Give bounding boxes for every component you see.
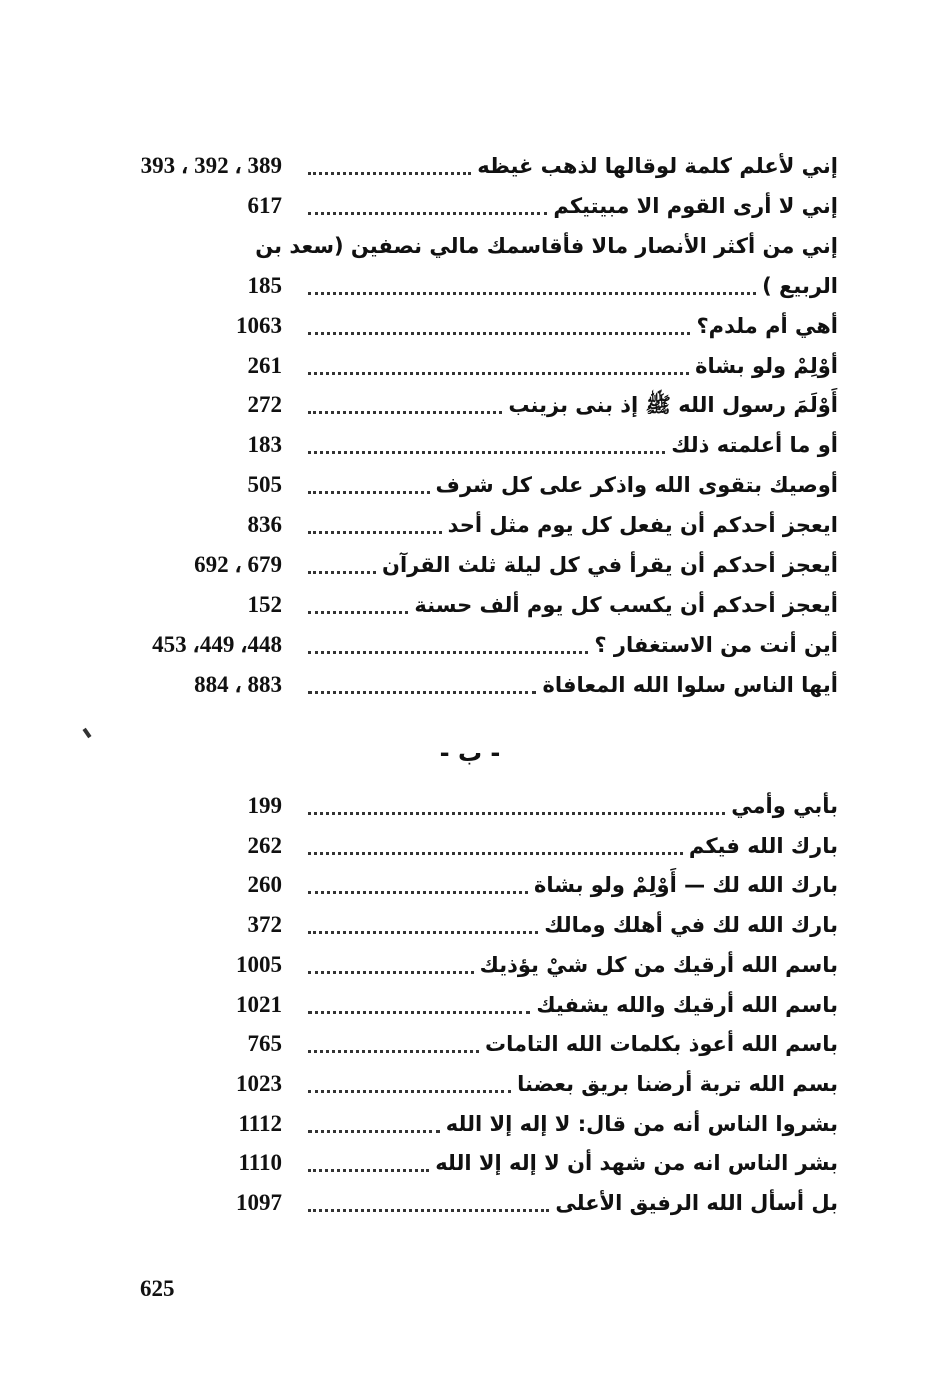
- index-entry: [0, 1143, 934, 1183]
- entry-text: إني لأعلم كلمة لوقالها لذهب غيظه: [477, 154, 838, 178]
- page-references: 448، 449، 453: [152, 631, 282, 657]
- dotted-leader: [308, 1050, 479, 1053]
- dotted-leader: [308, 651, 588, 654]
- page-references: 389 ، 392 ، 393: [140, 153, 282, 178]
- dotted-leader: [308, 212, 547, 215]
- entry-text: أيعجز أحدكم أن يكسب كل يوم ألف حسنة: [414, 592, 838, 617]
- entry-text: ايعجز أحدكم أن يفعل كل يوم مثل أحد: [447, 513, 838, 538]
- dotted-leader: [308, 1209, 549, 1212]
- entry-text: إني من أكثر الأنصار مالا فأقاسمك مالي نصفين (سعد بن: [255, 233, 838, 258]
- index-entry: [0, 905, 934, 945]
- page-number: 625: [140, 1276, 175, 1301]
- dotted-leader: [308, 531, 442, 534]
- index-entry: [0, 146, 934, 186]
- dotted-leader: [308, 1090, 511, 1093]
- entry-text: بل أسأل الله الرفيق الأعلى: [555, 1191, 838, 1215]
- index-entry: [0, 865, 934, 905]
- entry-text: أيها الناس سلوا الله المعافاة: [542, 672, 838, 697]
- page-references: 260: [247, 872, 282, 898]
- index-entry: [0, 306, 934, 346]
- page-references: 1005: [236, 951, 282, 977]
- index-entry: [0, 266, 934, 306]
- entry-text: أوْلِمْ ولو بشاة: [695, 353, 838, 378]
- dotted-leader: [308, 611, 408, 614]
- index-entry: [0, 425, 934, 465]
- index-entry: [0, 1064, 934, 1104]
- dotted-leader: [308, 172, 471, 175]
- dotted-leader: [308, 571, 376, 574]
- page-references: 372: [247, 912, 282, 938]
- page-references: 617: [247, 192, 282, 218]
- entry-text: بشروا الناس أنه من قال: لا إله إلا الله: [445, 1111, 838, 1136]
- dotted-leader: [308, 491, 430, 494]
- page-references: 262: [247, 832, 282, 858]
- page-references: 1097: [236, 1190, 282, 1215]
- scan-speck: [82, 728, 91, 738]
- page-references: 883 ، 884: [194, 671, 282, 697]
- dotted-leader: [308, 1169, 429, 1172]
- entry-text: إني لا أرى القوم الا مبيتيكم: [553, 193, 838, 218]
- page-references: 836: [247, 512, 282, 538]
- dotted-leader: [308, 451, 665, 454]
- page-references: 505: [247, 472, 282, 498]
- index-entry: [0, 186, 934, 226]
- page-references: 185: [247, 272, 282, 298]
- dotted-leader: [308, 1130, 440, 1133]
- entry-text: أوصيك بتقوى الله واذكر على كل شرف: [435, 473, 838, 498]
- index-entry: [0, 346, 934, 386]
- index-entry: [0, 226, 934, 266]
- index-entry: [0, 826, 934, 866]
- entry-text: أيعجز أحدكم أن يقرأ في كل ليلة ثلث القرآن: [382, 553, 838, 577]
- index-entry: [0, 786, 934, 826]
- dotted-leader: [308, 292, 756, 295]
- index-entry: [0, 465, 934, 505]
- page-references: 679 ، 692: [194, 552, 282, 577]
- entry-text: بأبي وأمي: [731, 794, 838, 818]
- dotted-leader: [308, 971, 474, 974]
- dotted-leader: [308, 691, 536, 694]
- entry-text: بسم الله تربة أرضنا بريق بعضنا: [517, 1071, 838, 1096]
- page-references: 765: [247, 1031, 282, 1057]
- dotted-leader: [308, 891, 528, 894]
- page-references: 152: [247, 591, 282, 617]
- dotted-leader: [308, 332, 690, 335]
- entry-text: أين أنت من الاستغفار ؟: [594, 632, 838, 657]
- index-entry: [0, 985, 934, 1025]
- entry-text: أهي أم ملدم؟: [696, 313, 838, 338]
- page-references: 1110: [238, 1150, 282, 1176]
- index-entry: [0, 1024, 934, 1064]
- entry-text: باسم الله أرقيك من كل شيْ يؤذيك: [479, 952, 838, 977]
- page-references: 183: [247, 432, 282, 458]
- index-entry: [0, 1183, 934, 1223]
- index-entry: [0, 385, 934, 425]
- page-references: 1023: [236, 1070, 282, 1096]
- entry-text: باسم الله أرقيك والله يشفيك: [536, 992, 838, 1017]
- entry-text: بشر الناس انه من شهد أن لا إله إلا الله: [435, 1151, 838, 1176]
- page-references: 1021: [236, 991, 282, 1017]
- entry-text: أو ما أعلمته ذلك: [671, 433, 838, 458]
- index-entry: [0, 505, 934, 545]
- index-entry: [0, 945, 934, 985]
- page-references: 272: [247, 392, 282, 418]
- page-references: 261: [247, 352, 282, 378]
- dotted-leader: [308, 411, 502, 414]
- entry-text: بارك الله لك في أهلك ومالك: [544, 913, 838, 938]
- index-entry: [0, 625, 934, 665]
- index-entry: [0, 665, 934, 705]
- index-entry: [0, 585, 934, 625]
- page-references: 1112: [238, 1110, 282, 1136]
- section-heading-ba: - ب -: [439, 739, 501, 767]
- entry-text: الربيع ): [762, 273, 838, 298]
- dotted-leader: [308, 931, 538, 934]
- dotted-leader: [308, 1011, 530, 1014]
- entry-text: أَوْلَمَ رسول الله ﷺ إذ بنى بزينب: [508, 393, 838, 418]
- entry-text: بارك الله لك — أَوْلِمْ ولو بشاة: [533, 873, 838, 898]
- index-entry: [0, 545, 934, 585]
- dotted-leader: [308, 372, 689, 375]
- index-entry: [0, 1104, 934, 1144]
- entry-text: باسم الله أعوذ بكلمات الله التامات: [485, 1032, 838, 1057]
- page-references: 199: [247, 793, 282, 818]
- dotted-leader: [308, 852, 683, 855]
- page-references: 1063: [236, 312, 282, 338]
- dotted-leader: [308, 812, 725, 815]
- entry-text: بارك الله فيكم: [688, 833, 838, 858]
